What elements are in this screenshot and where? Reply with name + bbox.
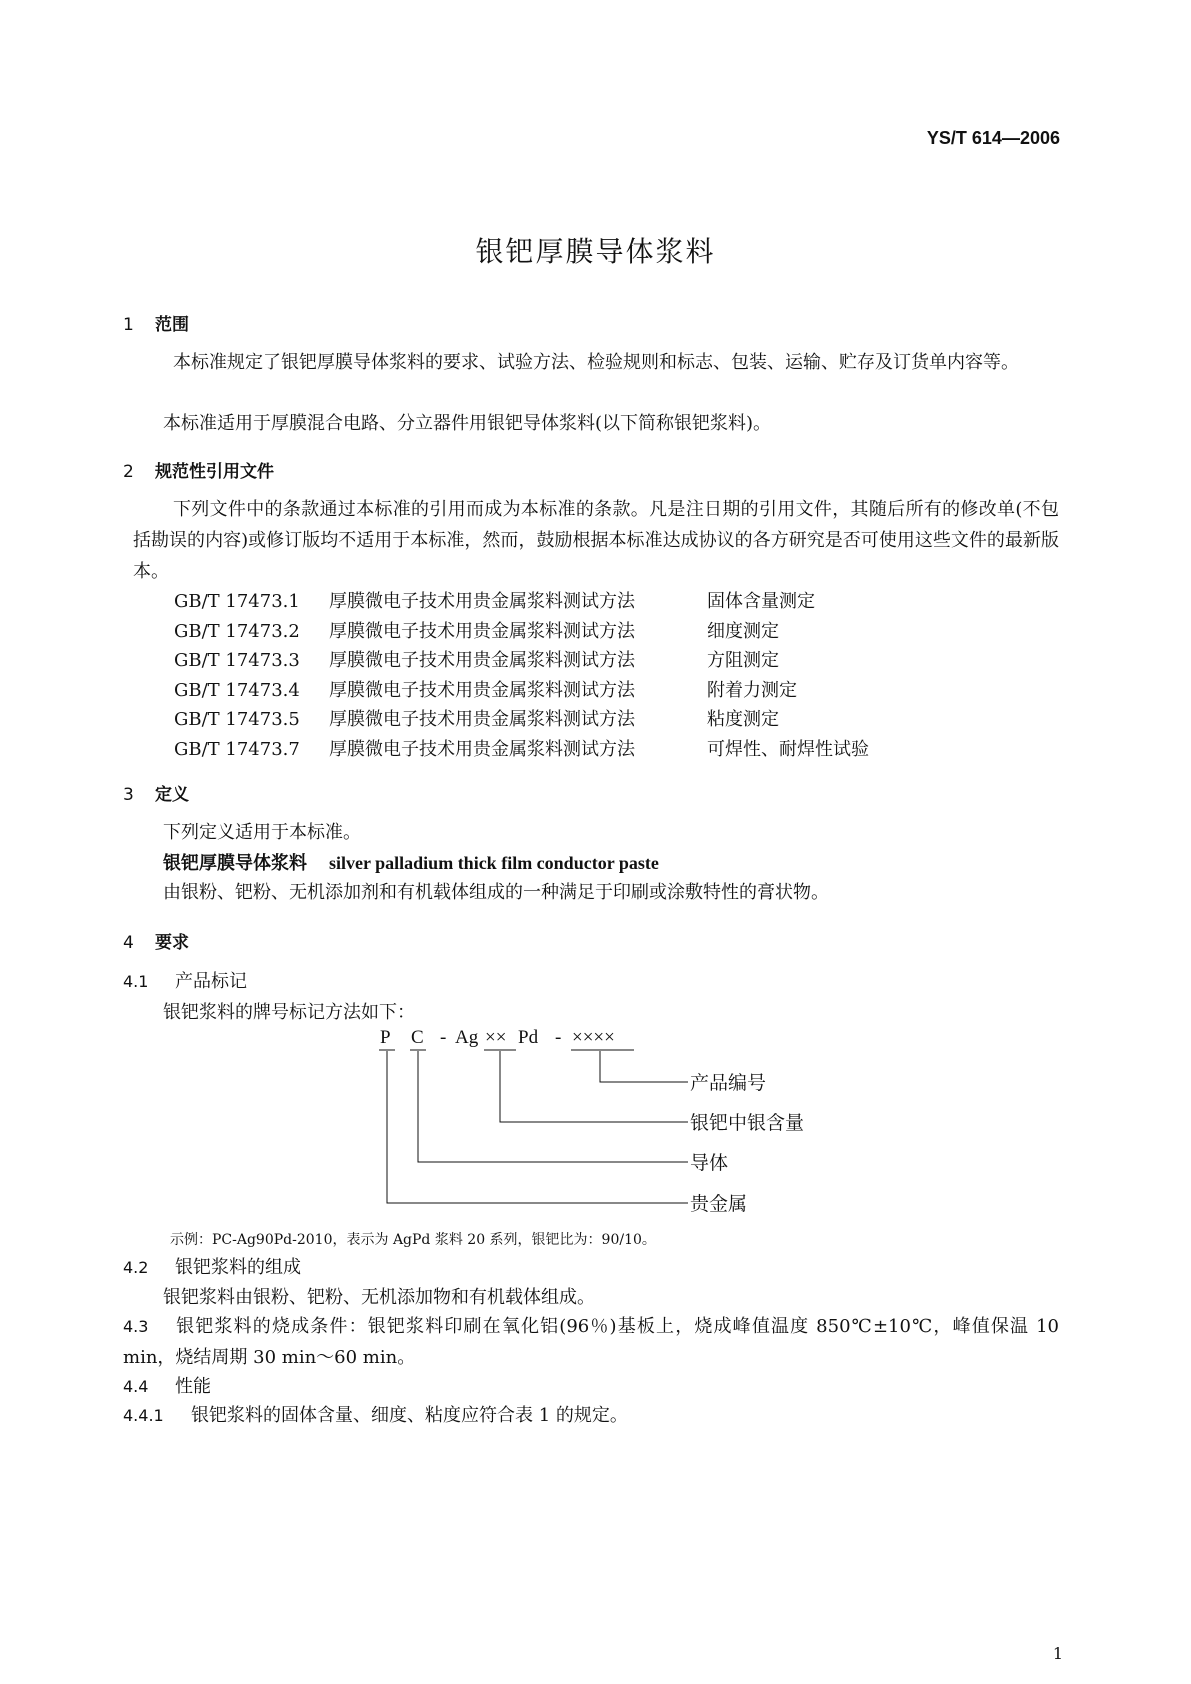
section-3-paragraph-1: 下列定义适用于本标准。 [163,822,361,843]
leader-conductor [418,1051,688,1162]
code-xx: ×× [485,1027,507,1048]
reference-subject: 可焊性、耐焊性试验 [707,739,869,760]
reference-title: 厚膜微电子技术用贵金属浆料测试方法 [329,709,635,730]
reference-code: GB/T 17473.2 [174,621,300,642]
reference-code: GB/T 17473.7 [174,739,300,760]
subsection-4-4-heading [123,1372,211,1398]
reference-title: 厚膜微电子技术用贵金属浆料测试方法 [329,650,635,671]
reference-title: 厚膜微电子技术用贵金属浆料测试方法 [329,739,635,760]
section-3-paragraph-2: 由银粉、钯粉、无机添加剂和有机载体组成的一种满足于印刷或涂敷特性的膏状物。 [163,882,829,903]
code-dash-2: - [555,1027,562,1048]
section-number: 2 [123,462,134,482]
section-number: 4 [123,933,134,953]
reference-row [174,617,779,643]
code-xxxx: ×××× [572,1027,615,1048]
reference-code: GB/T 17473.5 [174,709,300,730]
subsection-4-1-heading [123,967,247,993]
subsection-number: 4.4 [123,1377,149,1396]
term-english: silver palladium thick film conductor paste [329,853,659,873]
section-title: 范围 [155,315,189,335]
subsection-number: 4.1 [123,972,149,991]
code-dash-1: - [440,1027,447,1048]
reference-subject: 细度测定 [707,621,779,642]
label-precious-metal: 贵金属 [690,1193,748,1215]
subsection-title: 银钯浆料的组成 [175,1257,301,1278]
reference-row [174,646,779,672]
code-letter-c: C [411,1027,424,1048]
section-1-paragraph-2: 本标准适用于厚膜混合电路、分立器件用银钯导体浆料(以下简称银钯浆料)。 [163,413,772,434]
section-1-paragraph-1: 本标准规定了银钯厚膜导体浆料的要求、试验方法、检验规则和标志、包装、运输、贮存及订货单内容等。 [173,352,1019,373]
subsection-4-2-heading [123,1253,301,1279]
leader-precious-metal [387,1051,688,1203]
section-3-heading [123,780,189,805]
section-number: 3 [123,785,134,805]
standard-code: YS/T 614—2006 [926,128,1060,148]
composition-text: 银钯浆料由银粉、钯粉、无机添加物和有机载体组成。 [163,1287,595,1308]
example-note: 示例：PC-Ag90Pd-2010，表示为 AgPd 浆料 20 系列，银钯比为：90/10。 [170,1232,656,1248]
reference-subject: 固体含量测定 [707,591,815,612]
code-pd: Pd [518,1027,539,1048]
marking-method-intro: 银钯浆料的牌号标记方法如下： [163,1002,415,1023]
section-title: 定义 [155,785,189,805]
reference-subject: 附着力测定 [707,680,797,701]
code-ag: Ag [455,1027,479,1048]
document-title: 银钯厚膜导体浆料 [475,235,716,268]
performance-requirement-text: 银钯浆料的固体含量、细度、粘度应符合表 1 的规定。 [191,1405,628,1426]
reference-row [174,676,797,702]
section-2-paragraph-1: 下列文件中的条款通过本标准的引用而成为本标准的条款。凡是注日期的引用文件，其随后所有的修改单(不包括勘误的内容)或修订版均不适用于本标准，然而，鼓励根据本标准达成协议的各方研究是否可使用这些文件的最新版本。 [133,499,1059,582]
label-conductor: 导体 [690,1152,729,1174]
reference-code: GB/T 17473.3 [174,650,300,671]
section-2-heading [123,457,274,482]
section-title: 规范性引用文件 [155,462,274,482]
section-title: 要求 [155,933,189,953]
subsection-number: 4.4.1 [123,1406,164,1425]
label-silver-content: 银钯中银含量 [690,1112,805,1134]
section-1-heading [123,310,189,335]
subsection-number: 4.2 [123,1258,149,1277]
page-number: 1 [1052,1644,1063,1663]
subsection-4-3 [123,1311,1059,1373]
subsection-4-4-1 [123,1401,628,1427]
reference-title: 厚膜微电子技术用贵金属浆料测试方法 [329,621,635,642]
reference-code: GB/T 17473.1 [174,591,300,612]
reference-row [174,587,815,613]
reference-title: 厚膜微电子技术用贵金属浆料测试方法 [329,591,635,612]
reference-code: GB/T 17473.4 [174,680,300,701]
term-definition-line [163,847,659,880]
reference-subject: 粘度测定 [707,709,779,730]
leader-silver-content [500,1051,688,1122]
firing-conditions-text: 银钯浆料的烧成条件：银钯浆料印刷在氧化铝(96％)基板上，烧成峰值温度 850℃±10℃，峰值保温 10 min，烧结周期 30 min～60 min。 [123,1316,1059,1368]
code-letter-p: P [380,1027,391,1048]
reference-subject: 方阻测定 [707,650,779,671]
label-product-number: 产品编号 [690,1072,767,1094]
reference-row [174,735,869,761]
subsection-title: 产品标记 [175,971,247,992]
reference-row [174,705,779,731]
leader-product-no [600,1051,688,1082]
subsection-title: 性能 [175,1376,211,1397]
section-number: 1 [123,315,134,335]
section-4-heading [123,928,189,953]
subsection-number: 4.3 [123,1317,149,1336]
reference-title: 厚膜微电子技术用贵金属浆料测试方法 [329,680,635,701]
term-chinese: 银钯厚膜导体浆料 [163,853,307,874]
